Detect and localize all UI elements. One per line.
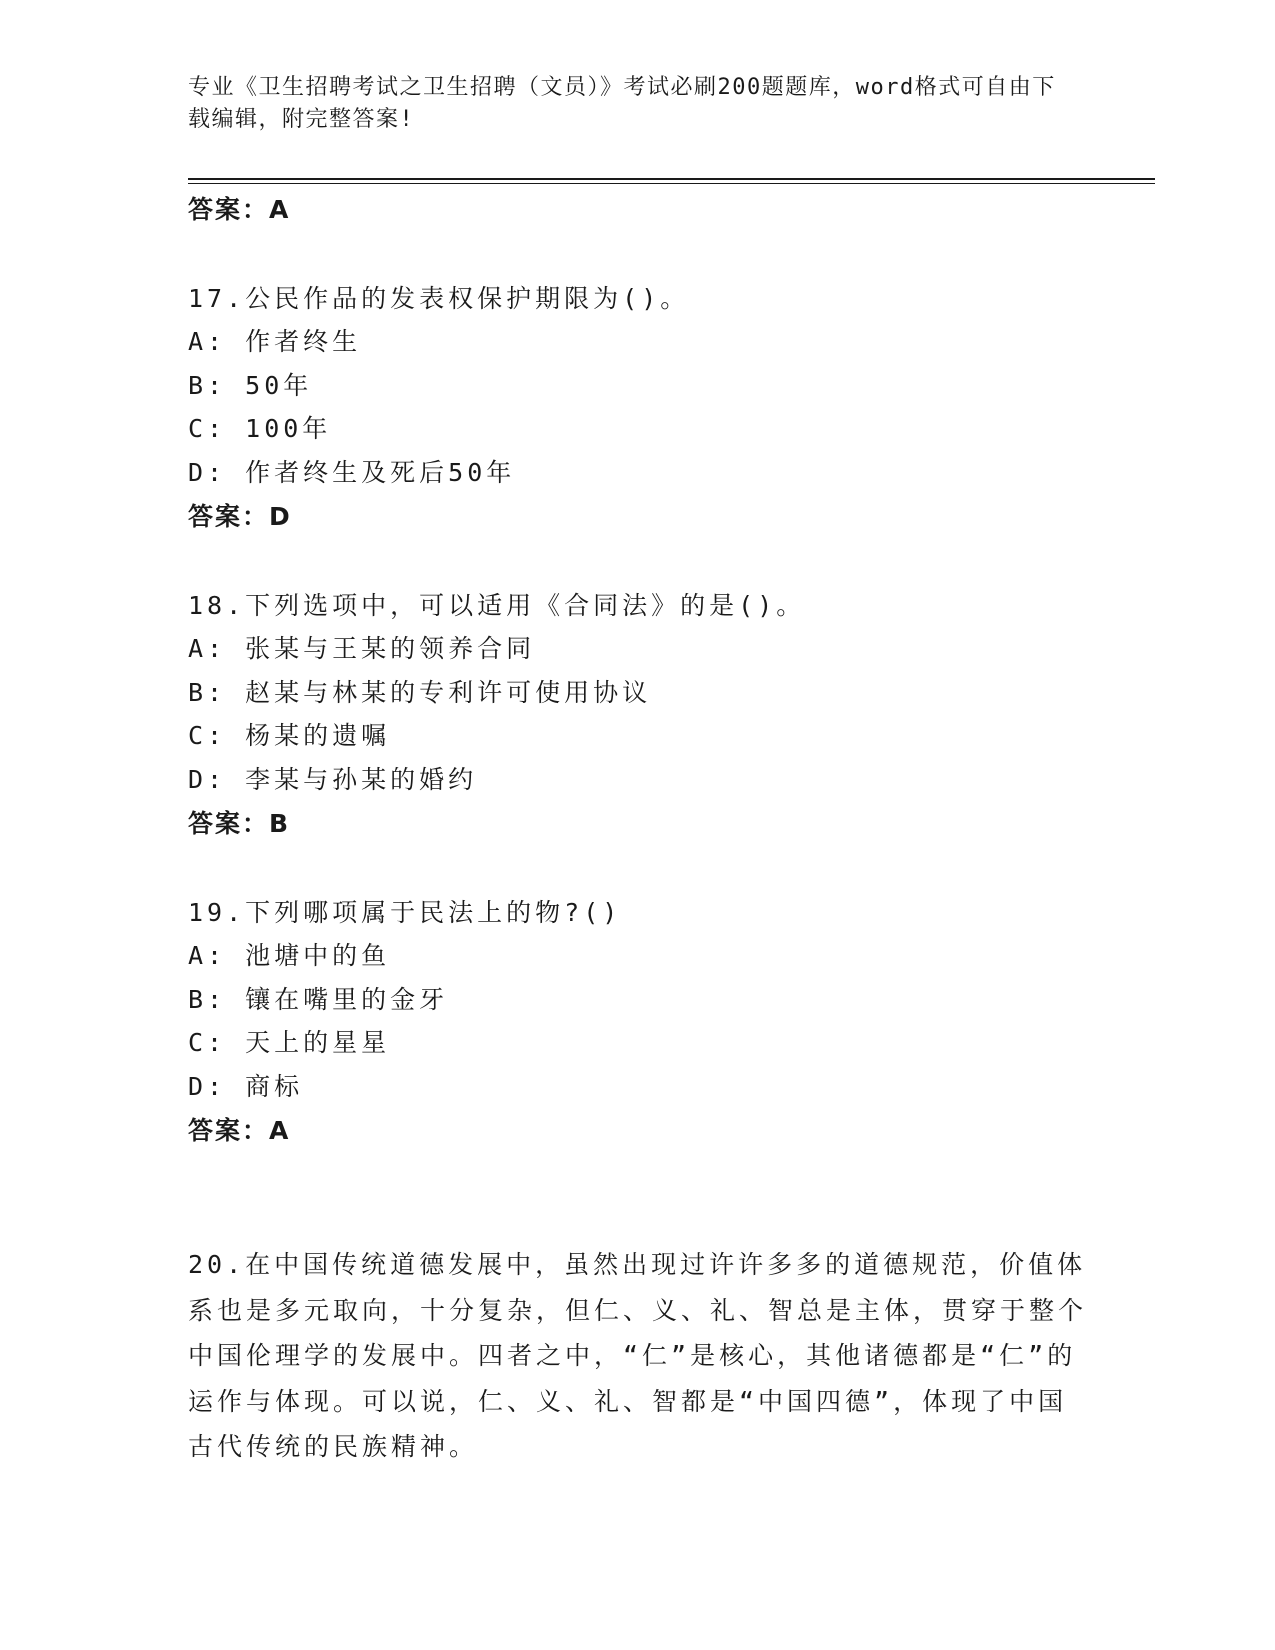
document-header: 专业《卫生招聘考试之卫生招聘（文员）》考试必刷200题题库，word格式可自由下载编辑，附完整答案! bbox=[188, 75, 1056, 132]
q17-option-d: D: 作者终生及死后50年 bbox=[188, 458, 516, 487]
q19-option-a: A: 池塘中的鱼 bbox=[188, 941, 391, 970]
q19-option-b: B: 镶在嘴里的金牙 bbox=[188, 985, 449, 1014]
q18-option-a: A: 张某与王某的领养合同 bbox=[188, 634, 536, 663]
header-rule-thick bbox=[188, 178, 1155, 180]
q19-answer: 答案：A bbox=[188, 1116, 291, 1145]
question-20-paragraph: 20.在中国传统道德发展中，虽然出现过许许多多的道德规范，价值体系也是多元取向，十分复杂，但仁、义、礼、智总是主体，贯穿于整个中国伦理学的发展中。四者之中，“仁”是核心，其他诸德都是“仁”的运作与体现。可以说，仁、义、礼、智都是“中国四德”，体现了中国古代传统的民族精神。 bbox=[188, 1250, 1088, 1461]
q17-option-c: C: 100年 bbox=[188, 414, 332, 443]
question-18: 18.下列选项中，可以适用《合同法》的是()。 bbox=[188, 591, 806, 620]
q18-option-d: D: 李某与孙某的婚约 bbox=[188, 765, 478, 794]
question-19: 19.下列哪项属于民法上的物?() bbox=[188, 898, 622, 927]
q17-option-a: A: 作者终生 bbox=[188, 327, 362, 356]
q19-option-d: D: 商标 bbox=[188, 1072, 304, 1101]
q19-option-c: C: 天上的星星 bbox=[188, 1028, 391, 1057]
q17-answer: 答案：D bbox=[188, 502, 292, 531]
q18-answer: 答案：B bbox=[188, 809, 291, 838]
q18-option-c: C: 杨某的遗嘱 bbox=[188, 721, 391, 750]
q17-option-b: B: 50年 bbox=[188, 371, 313, 400]
question-17: 17.公民作品的发表权保护期限为()。 bbox=[188, 284, 690, 313]
q18-option-b: B: 赵某与林某的专利许可使用协议 bbox=[188, 678, 652, 707]
answer-prev: 答案：A bbox=[188, 195, 291, 224]
header-rule-thin bbox=[188, 183, 1155, 184]
